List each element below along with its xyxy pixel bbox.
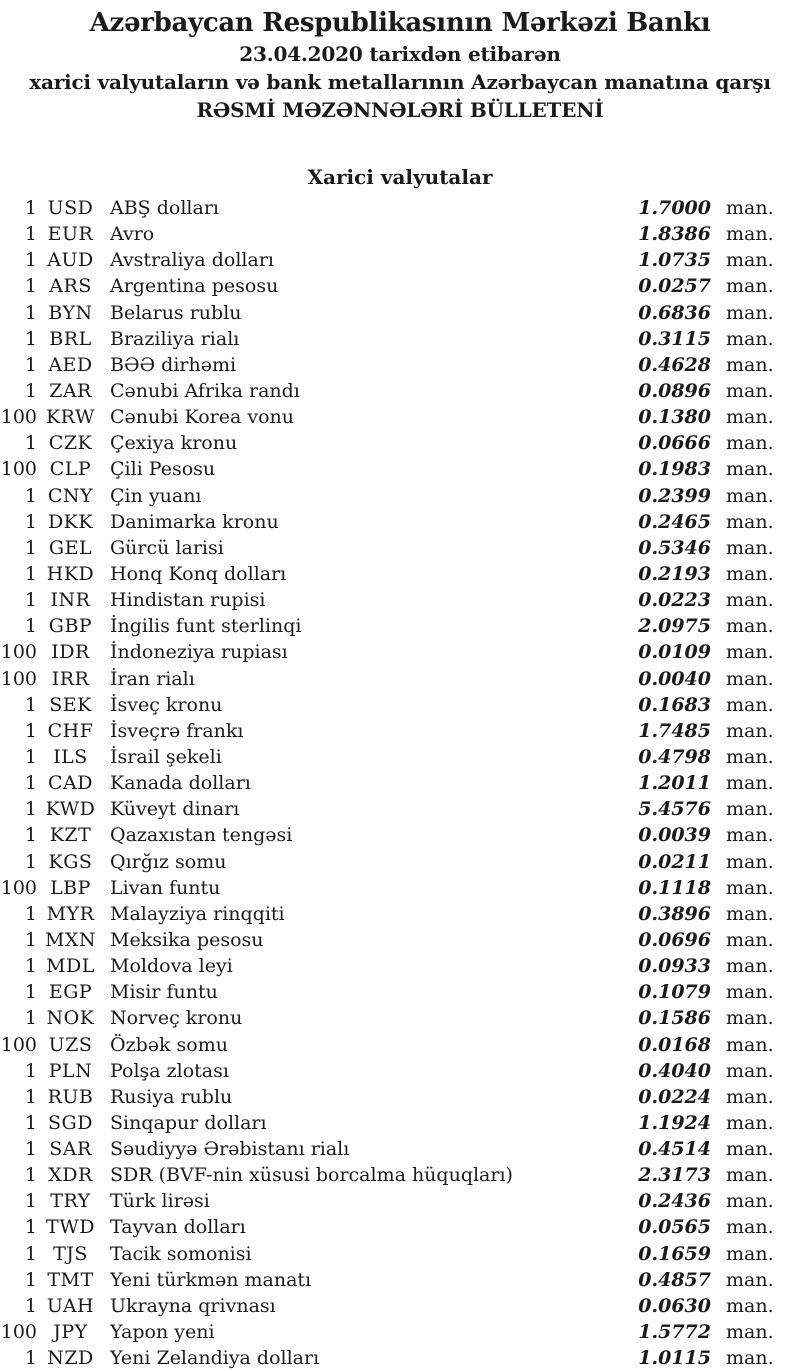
unit-label: man.: [726, 1111, 774, 1134]
bulletin-title: RƏSMİ MƏZƏNNƏLƏRİ BÜLLETENİ: [196, 98, 604, 122]
unit-label: man.: [726, 850, 774, 873]
currency-name: ABŞ dolları: [110, 197, 219, 219]
unit-label: man.: [726, 536, 774, 559]
unit-label: man.: [726, 379, 774, 402]
table-row: [0, 613, 800, 639]
quantity-value: 1: [24, 1138, 37, 1161]
currency-code: AED: [48, 353, 93, 376]
currency-code: TRY: [50, 1190, 91, 1213]
currency-name: İngilis funt sterlinqi: [110, 615, 302, 638]
currency-name: Səudiyyə Ərəbistanı rialı: [110, 1138, 350, 1161]
currency-code: TJS: [53, 1242, 88, 1265]
rate-value: 0.0666: [638, 432, 711, 455]
rate-value: 0.0933: [638, 955, 711, 978]
currency-name: Moldova leyi: [110, 955, 233, 978]
currency-code: IRR: [51, 667, 90, 690]
rate-value: 0.0109: [638, 641, 711, 664]
table-row: [0, 404, 800, 430]
unit-label: man.: [726, 902, 774, 925]
currency-code: EGP: [48, 981, 93, 1004]
rate-value: 0.2436: [638, 1190, 711, 1213]
currency-code: CHF: [47, 719, 94, 742]
quantity-value: 1: [24, 745, 37, 768]
currency-name: Çin yuanı: [110, 484, 202, 507]
section-title-foreign-currencies: Xarici valyutalar: [307, 165, 493, 189]
unit-label: man.: [726, 1007, 774, 1030]
rate-value: 0.1380: [638, 406, 711, 429]
table-row: [0, 666, 800, 692]
quantity-value: 1: [24, 327, 37, 350]
currency-name: Hindistan rupisi: [110, 589, 266, 612]
currency-code: CLP: [49, 458, 92, 481]
rate-value: 0.1079: [638, 981, 711, 1004]
unit-label: man.: [726, 353, 774, 376]
table-row: [0, 875, 800, 901]
table-row: [0, 1136, 800, 1162]
unit-label: man.: [726, 615, 774, 638]
unit-label: man.: [726, 719, 774, 742]
unit-label: man.: [726, 327, 774, 350]
table-row: [0, 378, 800, 404]
rate-value: 2.3173: [638, 1164, 711, 1187]
currency-code: BRL: [49, 327, 92, 350]
rate-value: 0.2399: [638, 484, 711, 507]
rate-value: 0.3896: [638, 902, 711, 925]
table-row: [0, 1188, 800, 1214]
rates-table: [0, 195, 800, 1371]
unit-label: man.: [726, 1164, 774, 1187]
unit-label: man.: [726, 1085, 774, 1108]
quantity-value: 1: [24, 850, 37, 873]
table-row: [0, 1319, 800, 1345]
unit-label: man.: [726, 406, 774, 429]
table-row: [0, 195, 800, 221]
quantity-value: 1: [24, 197, 37, 219]
unit-label: man.: [726, 197, 774, 219]
currency-name: Misir funtu: [110, 981, 218, 1004]
rate-value: 0.0630: [638, 1294, 711, 1317]
currency-code: LBP: [50, 876, 91, 899]
rate-value: 0.1118: [638, 876, 711, 899]
unit-label: man.: [726, 1216, 774, 1239]
unit-label: man.: [726, 484, 774, 507]
rate-value: 0.2465: [638, 510, 711, 533]
bank-name-title: Azərbaycan Respublikasının Mərkəzi Bankı: [89, 8, 711, 38]
unit-label: man.: [726, 798, 774, 821]
currency-name: Tayvan dolları: [110, 1216, 246, 1239]
currency-code: IDR: [51, 641, 90, 664]
currency-name: Avstraliya dolları: [110, 249, 274, 272]
rate-value: 5.4576: [638, 798, 711, 821]
currency-code: NZD: [47, 1347, 94, 1370]
rate-value: 1.7000: [638, 197, 711, 219]
table-row: [0, 1214, 800, 1240]
currency-name: Cənubi Korea vonu: [110, 406, 294, 429]
table-row: [0, 1345, 800, 1371]
unit-label: man.: [726, 928, 774, 951]
table-row: [0, 822, 800, 848]
quantity-value: 1: [24, 1085, 37, 1108]
rate-value: 0.0896: [638, 379, 711, 402]
table-row: [0, 953, 800, 979]
currency-name: BƏƏ dirhəmi: [110, 353, 237, 376]
unit-label: man.: [726, 1242, 774, 1265]
currency-code: BYN: [48, 301, 93, 324]
rate-value: 2.0975: [638, 615, 711, 638]
table-row: [0, 247, 800, 273]
currency-name: Yapon yeni: [110, 1321, 215, 1344]
currency-name: İndoneziya rupiası: [110, 641, 288, 664]
table-row: [0, 1084, 800, 1110]
rate-value: 0.4857: [638, 1268, 711, 1291]
table-row: [0, 352, 800, 378]
currency-name: SDR (BVF-nin xüsusi borcalma hüquqları): [110, 1164, 513, 1187]
rate-value: 0.1683: [638, 693, 711, 716]
currency-name: Polşa zlotası: [110, 1059, 229, 1082]
quantity-value: 1: [24, 1347, 37, 1370]
currency-code: HKD: [46, 562, 95, 585]
currency-name: Belarus rublu: [110, 301, 242, 324]
currency-name: Gürcü larisi: [110, 536, 224, 559]
rate-value: 1.0735: [638, 249, 711, 272]
rate-value: 0.1586: [638, 1007, 711, 1030]
table-row: [0, 1267, 800, 1293]
rate-value: 0.4798: [638, 745, 711, 768]
unit-label: man.: [726, 589, 774, 612]
currency-code: MDL: [46, 955, 95, 978]
currency-code: PLN: [48, 1059, 93, 1082]
unit-label: man.: [726, 458, 774, 481]
unit-label: man.: [726, 772, 774, 795]
table-row: [0, 273, 800, 299]
currency-name: Kanada dolları: [110, 772, 251, 795]
rate-value: 0.0168: [638, 1033, 711, 1056]
quantity-value: 1: [24, 432, 37, 455]
currency-code: CAD: [48, 772, 93, 795]
rate-value: 0.6836: [638, 301, 711, 324]
unit-label: man.: [726, 955, 774, 978]
table-row: [0, 509, 800, 535]
unit-label: man.: [726, 1138, 774, 1161]
currency-name: İsveçrə frankı: [110, 719, 244, 742]
currency-code: KGS: [48, 850, 93, 873]
quantity-value: 100: [0, 458, 37, 481]
quantity-value: 1: [24, 249, 37, 272]
table-row: [0, 1293, 800, 1319]
quantity-value: 1: [24, 1164, 37, 1187]
quantity-value: 100: [0, 1321, 37, 1344]
table-row: [0, 927, 800, 953]
unit-label: man.: [726, 223, 774, 246]
currency-code: EUR: [47, 223, 94, 246]
quantity-value: 1: [24, 719, 37, 742]
currency-code: KWD: [45, 798, 96, 821]
rate-value: 1.0115: [638, 1347, 711, 1370]
currency-name: Tacik somonisi: [110, 1242, 252, 1265]
currency-code: SAR: [49, 1138, 92, 1161]
currency-code: ILS: [53, 745, 88, 768]
quantity-value: 1: [24, 615, 37, 638]
rate-value: 1.1924: [638, 1111, 711, 1134]
unit-label: man.: [726, 1268, 774, 1291]
unit-label: man.: [726, 275, 774, 298]
table-row: [0, 979, 800, 1005]
table-row: [0, 300, 800, 326]
rate-value: 1.8386: [638, 223, 711, 246]
table-row: [0, 849, 800, 875]
currency-code: KZT: [49, 824, 92, 847]
table-row: [0, 796, 800, 822]
rate-value: 0.0040: [638, 667, 711, 690]
quantity-value: 1: [24, 510, 37, 533]
table-row: [0, 221, 800, 247]
effective-date-line: 23.04.2020 tarixdən etibarən: [239, 42, 561, 66]
table-row: [0, 483, 800, 509]
currency-name: Cənubi Afrika randı: [110, 379, 300, 402]
table-row: [0, 770, 800, 796]
quantity-value: 1: [24, 902, 37, 925]
unit-label: man.: [726, 301, 774, 324]
quantity-value: 1: [24, 928, 37, 951]
rate-value: 0.0039: [638, 824, 711, 847]
currency-code: CZK: [48, 432, 93, 455]
quantity-value: 1: [24, 353, 37, 376]
currency-name: Malayziya rinqqiti: [110, 902, 285, 925]
quantity-value: 100: [0, 406, 37, 429]
currency-name: Rusiya rublu: [110, 1085, 233, 1108]
unit-label: man.: [726, 249, 774, 272]
table-row: [0, 1110, 800, 1136]
rate-value: 0.4514: [638, 1138, 711, 1161]
rate-value: 0.5346: [638, 536, 711, 559]
quantity-value: 100: [0, 876, 37, 899]
rate-value: 0.0565: [638, 1216, 711, 1239]
currency-code: UAH: [46, 1294, 95, 1317]
quantity-value: 1: [24, 1059, 37, 1082]
quantity-value: 1: [24, 536, 37, 559]
table-row: [0, 692, 800, 718]
unit-label: man.: [726, 1033, 774, 1056]
quantity-value: 1: [24, 562, 37, 585]
rate-value: 0.2193: [638, 562, 711, 585]
rate-value: 1.5772: [638, 1321, 711, 1344]
unit-label: man.: [726, 1321, 774, 1344]
quantity-value: 1: [24, 1190, 37, 1213]
unit-label: man.: [726, 1347, 774, 1370]
currency-name: Avro: [110, 223, 155, 246]
unit-label: man.: [726, 1190, 774, 1213]
unit-label: man.: [726, 562, 774, 585]
currency-code: GEL: [48, 536, 93, 559]
currency-code: SEK: [49, 693, 92, 716]
quantity-value: 1: [24, 798, 37, 821]
currency-code: TMT: [47, 1268, 94, 1291]
unit-label: man.: [726, 824, 774, 847]
currency-code: ZAR: [49, 379, 92, 402]
currency-name: Sinqapur dolları: [110, 1111, 267, 1134]
quantity-value: 1: [24, 1216, 37, 1239]
currency-name: Danimarka kronu: [110, 510, 279, 533]
currency-code: XDR: [48, 1164, 93, 1187]
quantity-value: 1: [24, 1242, 37, 1265]
rate-value: 0.4040: [638, 1059, 711, 1082]
currency-name: İran rialı: [110, 667, 195, 690]
currency-name: Türk lirəsi: [110, 1190, 210, 1213]
currency-code: KRW: [45, 406, 96, 429]
currency-name: İsrail şekeli: [110, 745, 222, 768]
currency-name: Çili Pesosu: [110, 458, 216, 481]
bulletin-subtitle: xarici valyutaların və bank metallarının Azərbaycan manatına qarşı: [29, 70, 771, 94]
quantity-value: 1: [24, 589, 37, 612]
currency-code: JPY: [53, 1321, 88, 1344]
rate-value: 1.7485: [638, 719, 711, 742]
quantity-value: 1: [24, 1268, 37, 1291]
unit-label: man.: [726, 876, 774, 899]
quantity-value: 1: [24, 275, 37, 298]
table-row: [0, 639, 800, 665]
currency-name: Meksika pesosu: [110, 928, 264, 951]
currency-code: UZS: [48, 1033, 93, 1056]
currency-code: INR: [50, 589, 91, 612]
currency-name: Argentina pesosu: [110, 275, 279, 298]
currency-name: Küveyt dinarı: [110, 798, 240, 821]
table-row: [0, 587, 800, 613]
currency-name: Braziliya rialı: [110, 327, 240, 350]
rate-value: 0.0224: [638, 1085, 711, 1108]
currency-code: SGD: [48, 1111, 93, 1134]
rate-value: 0.0257: [638, 275, 711, 298]
currency-code: GBP: [48, 615, 93, 638]
quantity-value: 1: [24, 223, 37, 246]
quantity-value: 1: [24, 1294, 37, 1317]
unit-label: man.: [726, 667, 774, 690]
currency-name: İsveç kronu: [110, 693, 223, 716]
currency-name: Norveç kronu: [110, 1007, 243, 1030]
currency-code: MYR: [46, 902, 95, 925]
quantity-value: 1: [24, 955, 37, 978]
table-row: [0, 1241, 800, 1267]
unit-label: man.: [726, 1294, 774, 1317]
table-row: [0, 430, 800, 456]
quantity-value: 1: [24, 824, 37, 847]
bulletin-header: [0, 0, 800, 124]
currency-code: NOK: [46, 1007, 95, 1030]
unit-label: man.: [726, 693, 774, 716]
currency-name: Ukrayna qrivnası: [110, 1294, 276, 1317]
currency-code: AUD: [47, 249, 94, 272]
currency-code: RUB: [47, 1085, 94, 1108]
table-row: [0, 744, 800, 770]
table-row: [0, 1005, 800, 1031]
table-row: [0, 718, 800, 744]
table-row: [0, 535, 800, 561]
table-row: [0, 901, 800, 927]
unit-label: man.: [726, 745, 774, 768]
table-row: [0, 326, 800, 352]
rate-value: 0.1659: [638, 1242, 711, 1265]
rate-value: 0.0696: [638, 928, 711, 951]
table-row: [0, 561, 800, 587]
rate-value: 0.4628: [638, 353, 711, 376]
unit-label: man.: [726, 981, 774, 1004]
quantity-value: 1: [24, 772, 37, 795]
quantity-value: 1: [24, 379, 37, 402]
currency-name: Çexiya kronu: [110, 432, 238, 455]
table-row: [0, 1058, 800, 1084]
currency-code: ARS: [49, 275, 92, 298]
currency-name: Özbək somu: [110, 1033, 228, 1056]
currency-name: Yeni türkmən manatı: [110, 1268, 312, 1291]
rate-value: 0.1983: [638, 458, 711, 481]
currency-name: Yeni Zelandiya dolları: [110, 1347, 320, 1370]
quantity-value: 1: [24, 484, 37, 507]
quantity-value: 1: [24, 1007, 37, 1030]
currency-name: Honq Konq dolları: [110, 562, 287, 585]
unit-label: man.: [726, 510, 774, 533]
quantity-value: 100: [0, 641, 37, 664]
table-row: [0, 456, 800, 482]
unit-label: man.: [726, 432, 774, 455]
currency-name: Qazaxıstan tengəsi: [110, 824, 293, 847]
quantity-value: 1: [24, 1111, 37, 1134]
quantity-value: 1: [24, 301, 37, 324]
quantity-value: 100: [0, 1033, 37, 1056]
table-row: [0, 1162, 800, 1188]
currency-code: TWD: [46, 1216, 95, 1239]
rate-value: 1.2011: [638, 772, 711, 795]
rate-value: 0.0211: [638, 850, 711, 873]
rate-value: 0.0223: [638, 589, 711, 612]
unit-label: man.: [726, 641, 774, 664]
currency-code: MXN: [44, 928, 97, 951]
rate-value: 0.3115: [638, 327, 711, 350]
quantity-value: 100: [0, 667, 37, 690]
currency-code: DKK: [47, 510, 94, 533]
currency-name: Livan funtu: [110, 876, 221, 899]
quantity-value: 1: [24, 981, 37, 1004]
table-row: [0, 1032, 800, 1058]
unit-label: man.: [726, 1059, 774, 1082]
currency-code: USD: [47, 197, 94, 219]
quantity-value: 1: [24, 693, 37, 716]
currency-name: Qırğız somu: [110, 850, 227, 873]
currency-code: CNY: [47, 484, 94, 507]
